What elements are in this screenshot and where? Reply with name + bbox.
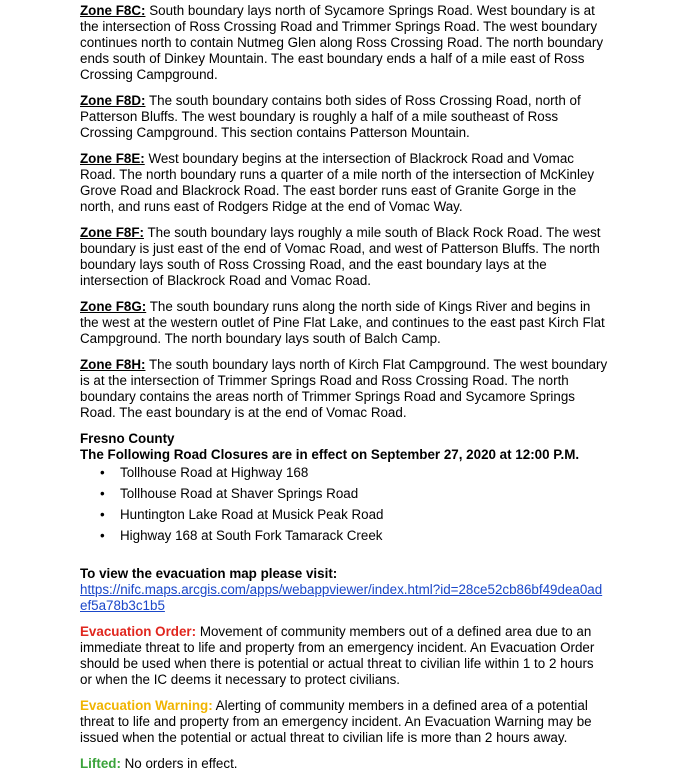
zone-f8f-paragraph bbox=[80, 225, 608, 289]
bullet-icon: • bbox=[100, 465, 105, 480]
bullet-icon: • bbox=[100, 507, 105, 522]
lifted-definition bbox=[80, 756, 608, 772]
evacuation-order-definition bbox=[80, 624, 608, 688]
zone-f8g-label: Zone F8G: bbox=[80, 299, 147, 314]
zone-f8e-paragraph bbox=[80, 151, 608, 215]
zone-f8f-label: Zone F8F: bbox=[80, 225, 144, 240]
zone-f8c-label: Zone F8C: bbox=[80, 3, 146, 18]
zone-f8g-text: The south boundary runs along the north side of Kings River and begins in the west at the western outlet of Pine Flat Lake, and continues to the east past Kirch Flat Campground. The north boundary lays south of Balch Camp. bbox=[80, 299, 605, 346]
list-item bbox=[80, 486, 608, 502]
zone-f8d-paragraph bbox=[80, 93, 608, 141]
zone-f8c-text: South boundary lays north of Sycamore Springs Road. West boundary is at the intersection of Ross Crossing Road and Trimmer Springs Road. The west boundary continues north to contain Nutmeg Glen along Ross Crossing Road. The north boundary ends south of Dinkey Mountain. The east boundary ends a half of a mile east of Ross Crossing Campground. bbox=[80, 3, 604, 82]
lifted-label: Lifted: bbox=[80, 756, 121, 771]
list-item bbox=[80, 528, 608, 544]
bullet-icon: • bbox=[100, 528, 105, 543]
zone-f8g-paragraph bbox=[80, 299, 608, 347]
closure-text: Highway 168 at South Fork Tamarack Creek bbox=[120, 528, 383, 543]
bullet-icon: • bbox=[100, 486, 105, 501]
evacuation-warning-text: Alerting of community members in a defined area of a potential threat to life and property from an emergency incident. An Evacuation Warning may be issued when the potential or actual threat to civilian life is more than 2 hours away. bbox=[80, 698, 592, 745]
evacuation-warning-definition bbox=[80, 698, 608, 746]
zone-f8h-text: The south boundary lays north of Kirch Flat Campground. The west boundary is at the intersection of Trimmer Springs Road and Ross Crossing Road. The north boundary contains the areas north of Trimmer Springs Road and Sycamore Springs Road. The east boundary is at the end of Vomac Road. bbox=[80, 357, 608, 420]
evacuation-order-label: Evacuation Order: bbox=[80, 624, 197, 639]
lifted-text: No orders in effect. bbox=[120, 756, 238, 771]
zone-f8f-text: The south boundary lays roughly a mile south of Black Rock Road. The west boundary is just east of the end of Vomac Road, and west of Patterson Bluffs. The north boundary lays south of Ross Crossing Road, and the east boundary lays at the intersection of Blackrock Road and Vomac Road. bbox=[80, 225, 601, 288]
zone-f8c-paragraph bbox=[80, 3, 608, 83]
evacuation-map-link[interactable]: https://nifc.maps.arcgis.com/apps/webappviewer/index.html?id=28ce52cb86bf49dea0adef5a78b3c1b5 bbox=[80, 582, 603, 613]
evacuation-map-section bbox=[80, 566, 608, 614]
evacuation-map-heading: To view the evacuation map please visit: bbox=[80, 566, 338, 581]
zone-f8d-label: Zone F8D: bbox=[80, 93, 146, 108]
zone-f8d-text: The south boundary contains both sides of Ross Crossing Road, north of Patterson Bluffs. The west boundary is roughly a half of a mile southeast of Ross Crossing Campground. This section contains Patterson Mountain. bbox=[80, 93, 581, 140]
closure-text: Tollhouse Road at Shaver Springs Road bbox=[120, 486, 359, 501]
evacuation-warning-label: Evacuation Warning: bbox=[80, 698, 213, 713]
zone-f8e-label: Zone F8E: bbox=[80, 151, 145, 166]
evacuation-order-text: Movement of community members out of a defined area due to an immediate threat to life and property from an emergency incident. An Evacuation Order should be used when there is potential or actual threat to civilian life within 1 to 2 hours or when the IC deems it necessary to protect civilians. bbox=[80, 624, 595, 687]
list-item bbox=[80, 507, 608, 523]
county-name: Fresno County bbox=[80, 431, 175, 446]
zone-f8h-label: Zone F8H: bbox=[80, 357, 146, 372]
closure-text: Tollhouse Road at Highway 168 bbox=[120, 465, 309, 480]
road-closures-heading: The Following Road Closures are in effect on September 27, 2020 at 12:00 P.M. bbox=[80, 447, 580, 462]
road-closures-list bbox=[80, 465, 608, 544]
closure-text: Huntington Lake Road at Musick Peak Road bbox=[120, 507, 384, 522]
list-item bbox=[80, 465, 608, 481]
zone-f8h-paragraph bbox=[80, 357, 608, 421]
zone-f8e-text: West boundary begins at the intersection of Blackrock Road and Vomac Road. The north boundary runs a quarter of a mile north of the intersection of McKinley Grove Road and Blackrock Road. The east border runs east of Granite Gorge in the north, and runs east of Rodgers Ridge at the end of Vomac Way. bbox=[80, 151, 595, 214]
